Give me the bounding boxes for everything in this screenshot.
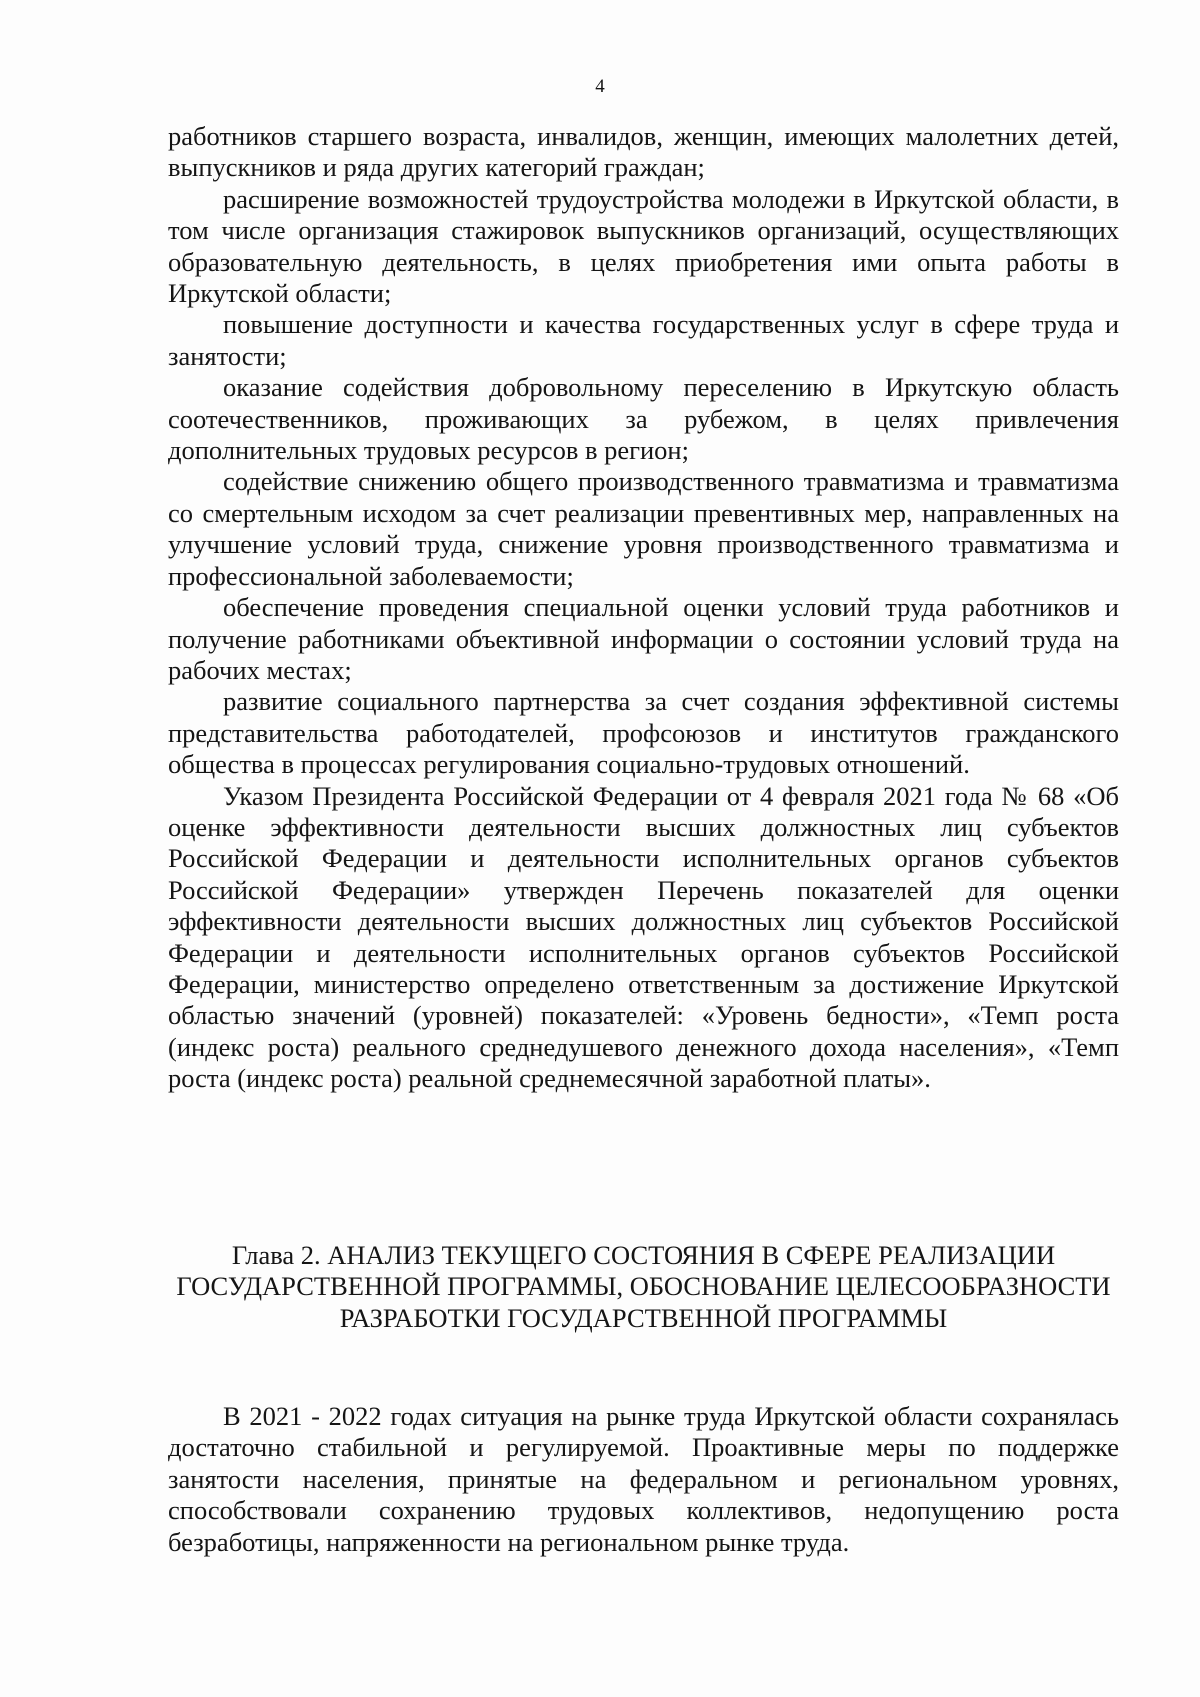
- paragraph-public-services: повышение доступности и качества государственных услуг в сфере труда и занятости;: [168, 309, 1119, 371]
- chapter-heading: Глава 2. АНАЛИЗ ТЕКУЩЕГО СОСТОЯНИЯ В СФЕРЕ РЕАЛИЗАЦИИ ГОСУДАРСТВЕННОЙ ПРОГРАММЫ, ОБОСНОВАНИЕ ЦЕЛЕСООБРАЗНОСТИ РАЗРАБОТКИ ГОСУДАРСТВЕННОЙ ПРОГРАММЫ: [176, 1240, 1111, 1333]
- paragraph-youth-employment: расширение возможностей трудоустройства молодежи в Иркутской области, в том числе организация стажировок выпускников организаций, осуществляющих образовательную деятельность, в целях приобретения ими опыта работы в Иркутской области;: [168, 183, 1119, 309]
- body-text-bottom: [168, 1401, 1119, 1558]
- body-text-top: [168, 121, 1119, 1095]
- paragraph-presidential-decree: Указом Президента Российской Федерации от 4 февраля 2021 года № 68 «Об оценке эффективности деятельности высших должностных лиц субъектов Российской Федерации и деятельности исполнительных органов субъектов Российской Федерации» утвержден Перечень показателей для оценки эффективности деятельности высших должностных лиц субъектов Российской Федерации и деятельности исполнительных органов субъектов Российской Федерации, министерство определено ответственным за достижение Иркутской областью значений (уровней) показателей: «Уровень бедности», «Темп роста (индекс роста) реального среднедушевого денежного дохода населения», «Темп роста (индекс роста) реальной среднемесячной заработной платы».: [168, 780, 1119, 1094]
- paragraph-working-conditions: обеспечение проведения специальной оценки условий труда работников и получение работниками объективной информации о состоянии условий труда на рабочих местах;: [168, 592, 1119, 685]
- paragraph-social-partnership: развитие социального партнерства за счет создания эффективной системы представительства работодателей, профсоюзов и институтов гражданского общества в процессах регулирования социально-трудовых отношений.: [168, 686, 1119, 780]
- page-number: 4: [595, 76, 605, 97]
- paragraph-injury-reduction: содействие снижению общего производственного травматизма и травматизма со смертельным исходом за счет реализации превентивных мер, направленных на улучшение условий труда, снижение уровня производственного травматизма и профессиональной заболеваемости;: [168, 466, 1119, 591]
- paragraph-labor-market: В 2021 - 2022 годах ситуация на рынке труда Иркутской области сохранялась достаточно стабильной и регулируемой. Проактивные меры по поддержке занятости населения, принятые на федеральном и региональном уровнях, способствовали сохранению трудовых коллективов, недопущению роста безработицы, напряженности на региональном рынке труда.: [168, 1401, 1119, 1557]
- paragraph-continuation: работников старшего возраста, инвалидов, женщин, имеющих малолетних детей, выпускников и ряда других категорий граждан;: [168, 121, 1119, 183]
- paragraph-resettlement: оказание содействия добровольному переселению в Иркутскую область соотечественников, проживающих за рубежом, в целях привлечения дополнительных трудовых ресурсов в регион;: [168, 372, 1119, 466]
